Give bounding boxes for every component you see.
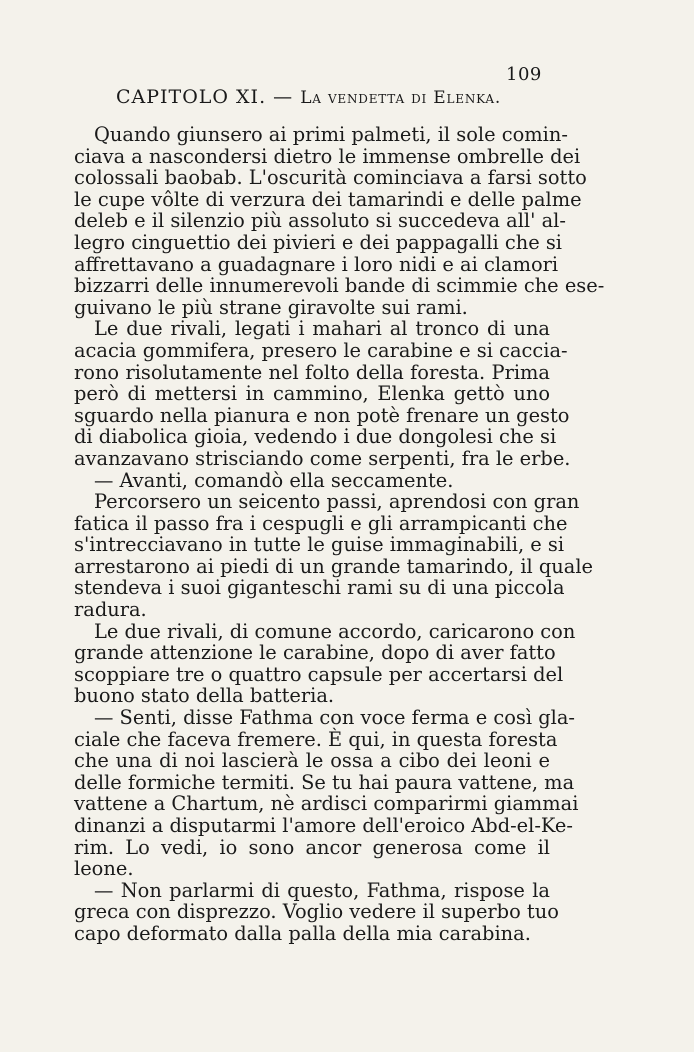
text-line: capo deformato dalla palla della mia carabina. [74, 921, 531, 945]
text-line: s'intrecciavano in tutte le guise immaginabili, e si [74, 533, 565, 557]
text-line: le cupe vôlte di verzura dei tamarindi e delle palme [74, 187, 582, 211]
text-line: stendeva i suoi giganteschi rami su di una piccola [74, 576, 565, 600]
text-line: leone. [74, 857, 134, 881]
text-line: di diabolica gioia, vedendo i due dongolesi che si [74, 425, 557, 449]
text-line: Quando giunsero ai primi palmeti, il sole comin- [94, 123, 568, 146]
text-line: deleb e il silenzio più assoluto si succedeva all' al- [74, 209, 566, 233]
text-line: — Senti, disse Fathma con voce ferma e così gla- [94, 706, 575, 730]
text-line: scoppiare tre o quattro capsule per accertarsi del [74, 662, 564, 686]
text-line: vattene a Chartum, nè ardisci comparirmi giammai [74, 792, 579, 816]
chapter-separator: — [273, 86, 294, 108]
chapter-label: CAPITOLO XI. [116, 86, 267, 108]
text-line: guivano le più strane giravolte sui rami. [74, 295, 468, 319]
text-line: ciale che faceva fremere. È qui, in questa foresta [74, 727, 558, 751]
text-line: greca con disprezzo. Voglio vedere il superbo tuo [74, 900, 559, 924]
text-line: buono stato della batteria. [74, 684, 335, 708]
text-line: acacia gommifera, presero le carabine e si caccia- [74, 338, 568, 362]
text-line: rono risolutamente nel folto della foresta. Prima [74, 360, 550, 384]
text-line: però di mettersi in cammino, Elenka gettò uno [74, 382, 550, 406]
text-line: fatica il passo fra i cespugli e gli arrampicanti che [74, 511, 568, 535]
text-line: avanzavano strisciando come serpenti, fra le erbe. [74, 446, 571, 470]
text-line: delle formiche termiti. Se tu hai paura vattene, ma [74, 770, 575, 794]
text-line: Le due rivali, di comune accordo, caricarono con [94, 619, 576, 643]
text-line: sguardo nella pianura e non potè frenare un gesto [74, 403, 570, 427]
text-line: rim. Lo vedi, io sono ancor generosa come il [74, 835, 550, 859]
text-line: — Non parlarmi di questo, Fathma, rispose la [94, 878, 550, 902]
text-line: — Avanti, comandò ella seccamente. [94, 468, 454, 492]
text-line: Le due rivali, legati i mahari al tronco di una [94, 317, 550, 341]
chapter-title: La vendetta di Elenka. [300, 88, 502, 108]
text-line: arrestarono ai piedi di un grande tamarindo, il quale [74, 554, 594, 578]
text-line: ciava a nascondersi dietro le immense ombrelle dei [74, 144, 581, 168]
text-line: legro cinguettio dei pivieri e dei pappagalli che si [74, 230, 563, 254]
text-line: radura. [74, 598, 147, 622]
chapter-heading [116, 86, 501, 108]
text-line: colossali baobab. L'oscurità cominciava a farsi sotto [74, 166, 587, 190]
text-line: grande attenzione le carabine, dopo di aver fatto [74, 641, 556, 665]
body-text [74, 123, 605, 945]
page-number: 109 [506, 64, 542, 85]
text-line: affrettavano a guadagnare i loro nidi e ai clamori [74, 252, 559, 276]
text-line: Percorsero un seicento passi, aprendosi con gran [94, 490, 580, 514]
text-line: dinanzi a disputarmi l'amore dell'eroico Abd-el-Ke- [74, 814, 573, 837]
text-line: che una di noi lascierà le ossa a cibo dei leoni e [74, 749, 550, 773]
text-line: bizzarri delle innumerevoli bande di scimmie che ese- [74, 274, 605, 298]
